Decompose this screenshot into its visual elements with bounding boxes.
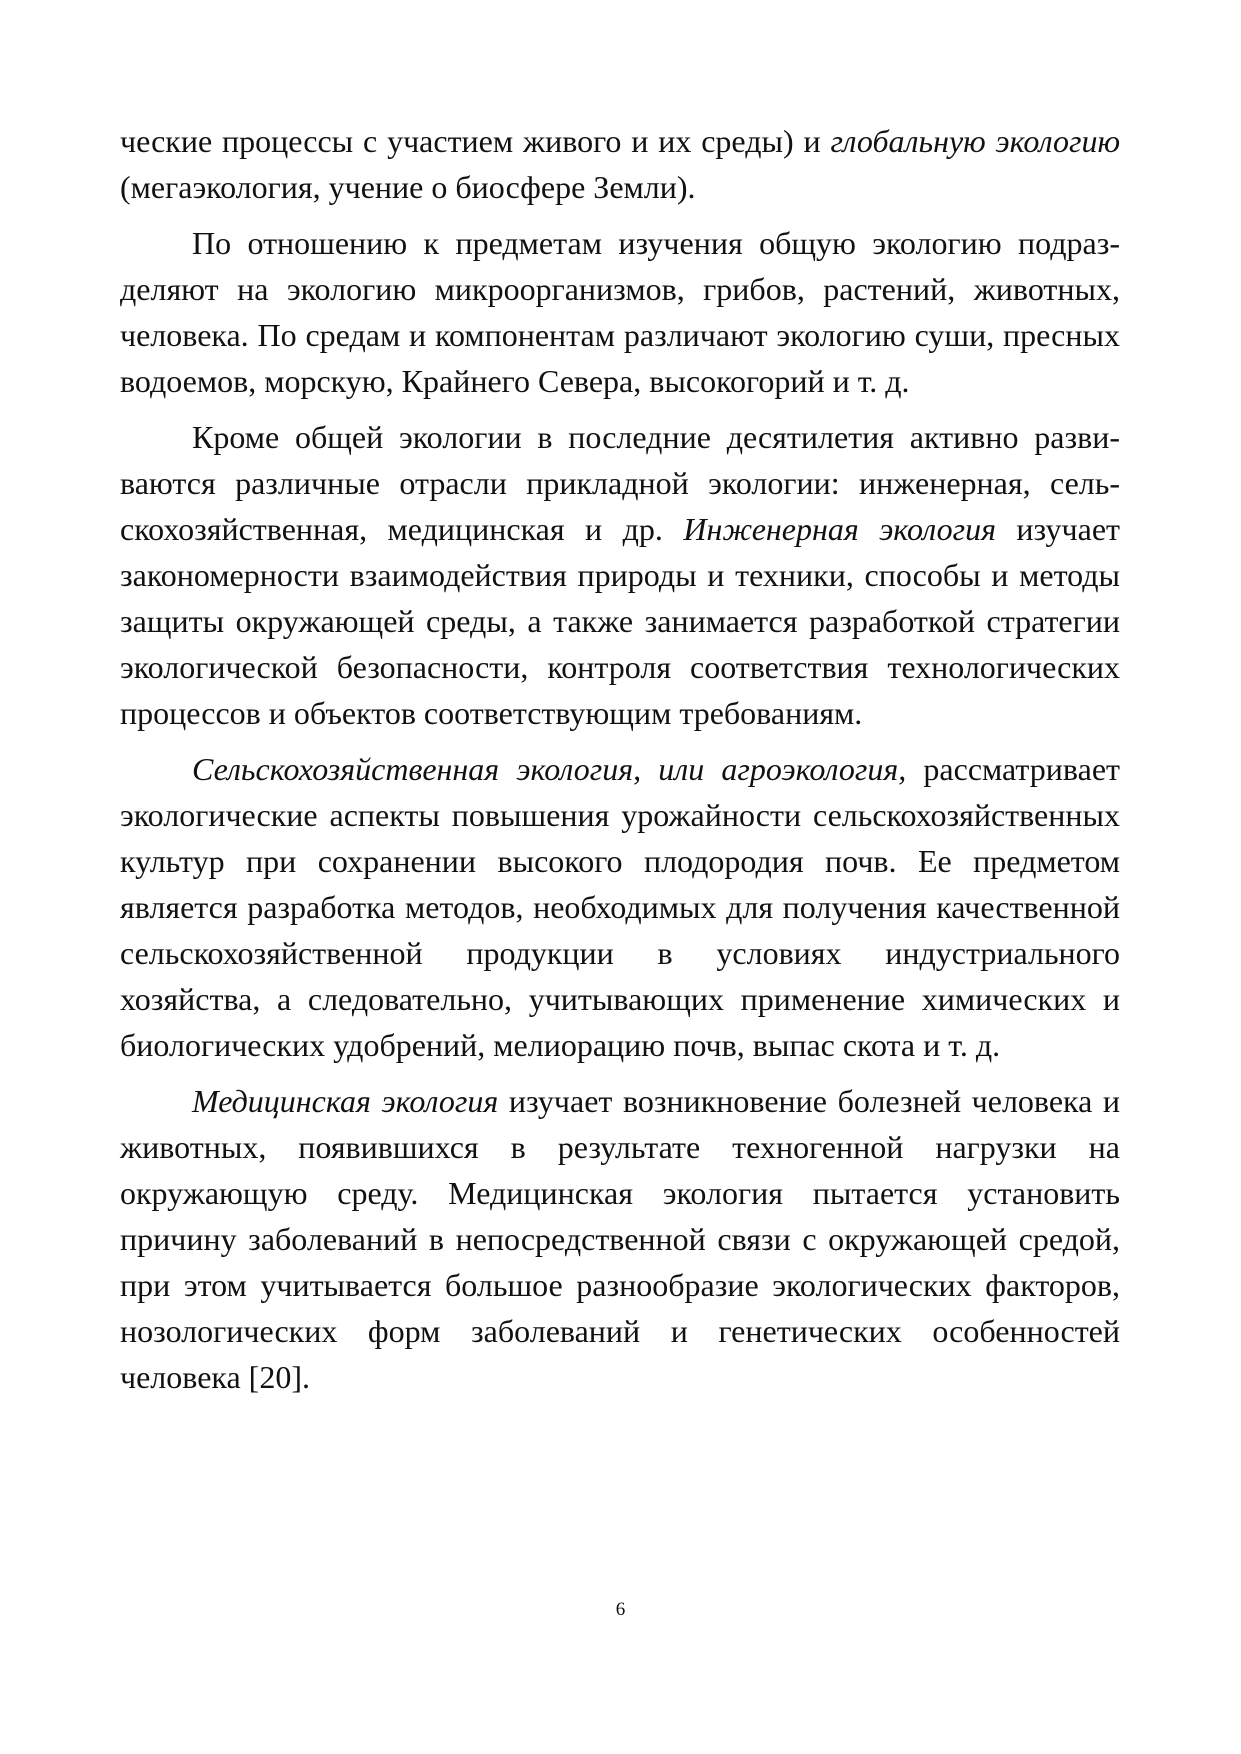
paragraph-continuation [120,118,1120,210]
text-segment: рассматривает экологические аспекты повышения урожайности сельскохозяйственных культур при сохранении высокого плодородия почв. Ее предметом является разработка методов, необходимых для получения качественной сельскохозяйственной продукции в условиях индустриального хозяйства, а следовательно, учитывающих применение химических и биологических удобрений, мелиорацию почв, выпас скота и т. д. [120,751,1120,1063]
paragraph-applied-ecology [120,414,1120,736]
page-number: 6 [615,1599,626,1620]
paragraph-subject-classification [120,220,1120,404]
text-segment: По отношению к предметам изучения общую экологию подразделяют на экологию микроорганизмов, грибов, растений, животных, человека. По средам и компонентам различают экологию суши, пресных водоемов, морскую, Крайнего Севера, высокогорий и т. д. [120,225,1120,399]
text-segment: (мегаэкология, учение о биосфере Земли). [120,169,696,205]
italic-term-global-ecology: глобальную экологию [830,123,1121,159]
italic-term-agroecology: Сельскохозяйственная экология, или агроэкология, [192,751,907,787]
italic-term-medical-ecology: Медицинская экология [192,1083,499,1119]
text-segment: Кроме общей экологии в последние десятилетия активно развиваются различные отрасли прикладной экологии: инженерная, сельскохозяйственная, медицинская и др. [120,419,1120,547]
paragraph-medical-ecology [120,1078,1120,1400]
text-segment: изучает возникновение болезней человека и животных, появившихся в результате техногенной нагрузки на окружающую среду. Медицинская экология пытается установить причину заболеваний в непосредственной связи с окружающей средой, при этом учитывается большое разнообразие экологических факторов, нозологических форм заболеваний и генетических особенностей человека [20]. [120,1083,1121,1395]
body-text [120,118,1120,1400]
text-segment: изучает закономерности взаимодействия природы и техники, способы и методы защиты окружающей среды, а также занимается разработкой стратегии экологической безопасности, контроля соответствия технологических процессов и объектов соответствующим требованиям. [120,511,1120,731]
text-segment: ческие процессы с участием живого и их среды) и [120,123,831,159]
paragraph-agroecology [120,746,1120,1068]
italic-term-engineering-ecology: Инженерная экология [683,511,996,547]
